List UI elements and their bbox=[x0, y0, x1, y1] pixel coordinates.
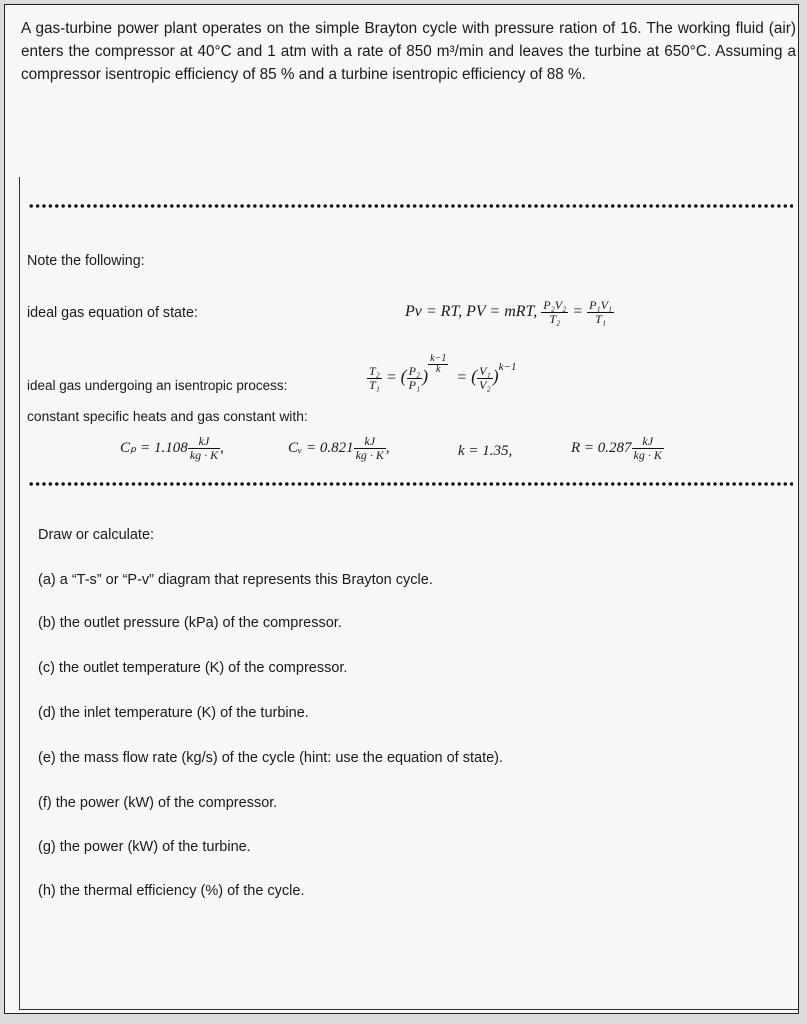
frac-den: T₁ bbox=[595, 312, 606, 326]
isentropic-label: ideal gas undergoing an isentropic process: bbox=[27, 378, 288, 393]
frac-den: V₂ bbox=[479, 378, 491, 392]
problem-statement: A gas-turbine power plant operates on the simple Brayton cycle with pressure ration of 16. The working fluid (air) enters the compressor at 40°C and 1 atm with a rate of 850 m³/min and leaves the turbine at 650°C. Assuming a compressor isentropic efficiency of 85 % and a turbine isentropic efficiency of 88 %. bbox=[21, 20, 796, 84]
ideal-gas-equation: Pv = RT, PV = mRT, $\frac{\text{P₂V₂}}{\text{T₂}}$ = $\frac{\text{P₁V₁}}{\text{T₁}}$ bbox=[405, 298, 613, 326]
unit-den: kg · K bbox=[189, 448, 219, 462]
frac-num: V₁ bbox=[479, 364, 491, 378]
question-b: (b) the outlet pressure (kPa) of the compressor. bbox=[38, 615, 342, 631]
ideal-gas-eq-text: Pv = RT, PV = mRT, bbox=[405, 303, 538, 321]
unit-num: kJ bbox=[354, 435, 386, 449]
k-value: k = 1.35, bbox=[458, 443, 513, 459]
frac-den: P₁ bbox=[408, 378, 421, 392]
exponent-k-minus-1-over-k bbox=[428, 354, 448, 375]
exp-den: k bbox=[436, 364, 441, 375]
frac-den: T₁ bbox=[369, 378, 380, 392]
frac-p2v2-t2 bbox=[541, 299, 568, 326]
question-g: (g) the power (kW) of the turbine. bbox=[38, 839, 251, 855]
r-unit bbox=[632, 435, 664, 462]
frac-p2-p1 bbox=[407, 365, 423, 392]
unit-num: kJ bbox=[632, 435, 664, 449]
frac-t2-t1 bbox=[367, 365, 382, 392]
frac-p1v1-t1 bbox=[587, 299, 614, 326]
problem-sheet bbox=[4, 4, 799, 1014]
cp-value: Cₚ = 1.108 $\frac{kJ}{kg \cdot K}$ , bbox=[120, 434, 224, 462]
dotted-divider-bottom bbox=[28, 481, 793, 487]
exponent-k-minus-1: k−1 bbox=[498, 361, 517, 374]
cp-unit bbox=[188, 435, 220, 462]
exp-num: k−1 bbox=[430, 353, 447, 364]
notes-heading: Note the following: bbox=[27, 253, 145, 269]
cv-unit bbox=[354, 435, 386, 462]
constants-label: constant specific heats and gas constant with: bbox=[27, 409, 308, 424]
unit-num: kJ bbox=[188, 435, 220, 449]
frac-num: P₂ bbox=[408, 364, 421, 378]
question-e: (e) the mass flow rate (kg/s) of the cycle (hint: use the equation of state). bbox=[38, 750, 504, 766]
r-value bbox=[571, 435, 664, 462]
frac-num: P₂V₂ bbox=[543, 298, 567, 312]
unit-den: kg · K bbox=[633, 448, 662, 462]
question-f: (f) the power (kW) of the compressor. bbox=[38, 795, 278, 811]
question-d: (d) the inlet temperature (K) of the turbine. bbox=[38, 705, 309, 721]
frac-v1-v2 bbox=[477, 365, 493, 392]
frac-num: T₂ bbox=[369, 364, 380, 378]
question-c: (c) the outlet temperature (K) of the compressor. bbox=[38, 660, 348, 676]
questions-heading: Draw or calculate: bbox=[38, 527, 155, 543]
cv-text: Cᵥ = 0.821 bbox=[288, 439, 354, 456]
frac-num: P₁V₁ bbox=[589, 298, 613, 312]
frac-den: T₂ bbox=[549, 312, 561, 326]
unit-den: kg · K bbox=[355, 448, 384, 462]
isentropic-relation: $\frac{\text{T₂}}{\text{T₁}}$ = ( $\frac{\text{P₂}}{\text{P₁}}$ ) $\frac{k-1}{k}$ = ( $\frac{\text{V₁}}{\text{V₂}}$ )$^{k-1}$ bbox=[369, 353, 517, 392]
question-h: (h) the thermal efficiency (%) of the cycle. bbox=[38, 883, 305, 899]
cp-text: Cₚ = 1.108 bbox=[120, 439, 188, 456]
cv-value: Cᵥ = 0.821 $\frac{kJ}{kg \cdot K}$ , bbox=[288, 434, 390, 462]
dotted-divider-top bbox=[28, 203, 793, 209]
question-a: (a) a “T-s” or “P-v” diagram that represents this Brayton cycle. bbox=[38, 572, 433, 588]
ideal-gas-label: ideal gas equation of state: bbox=[27, 305, 198, 321]
r-text: R = 0.287 bbox=[571, 439, 632, 456]
